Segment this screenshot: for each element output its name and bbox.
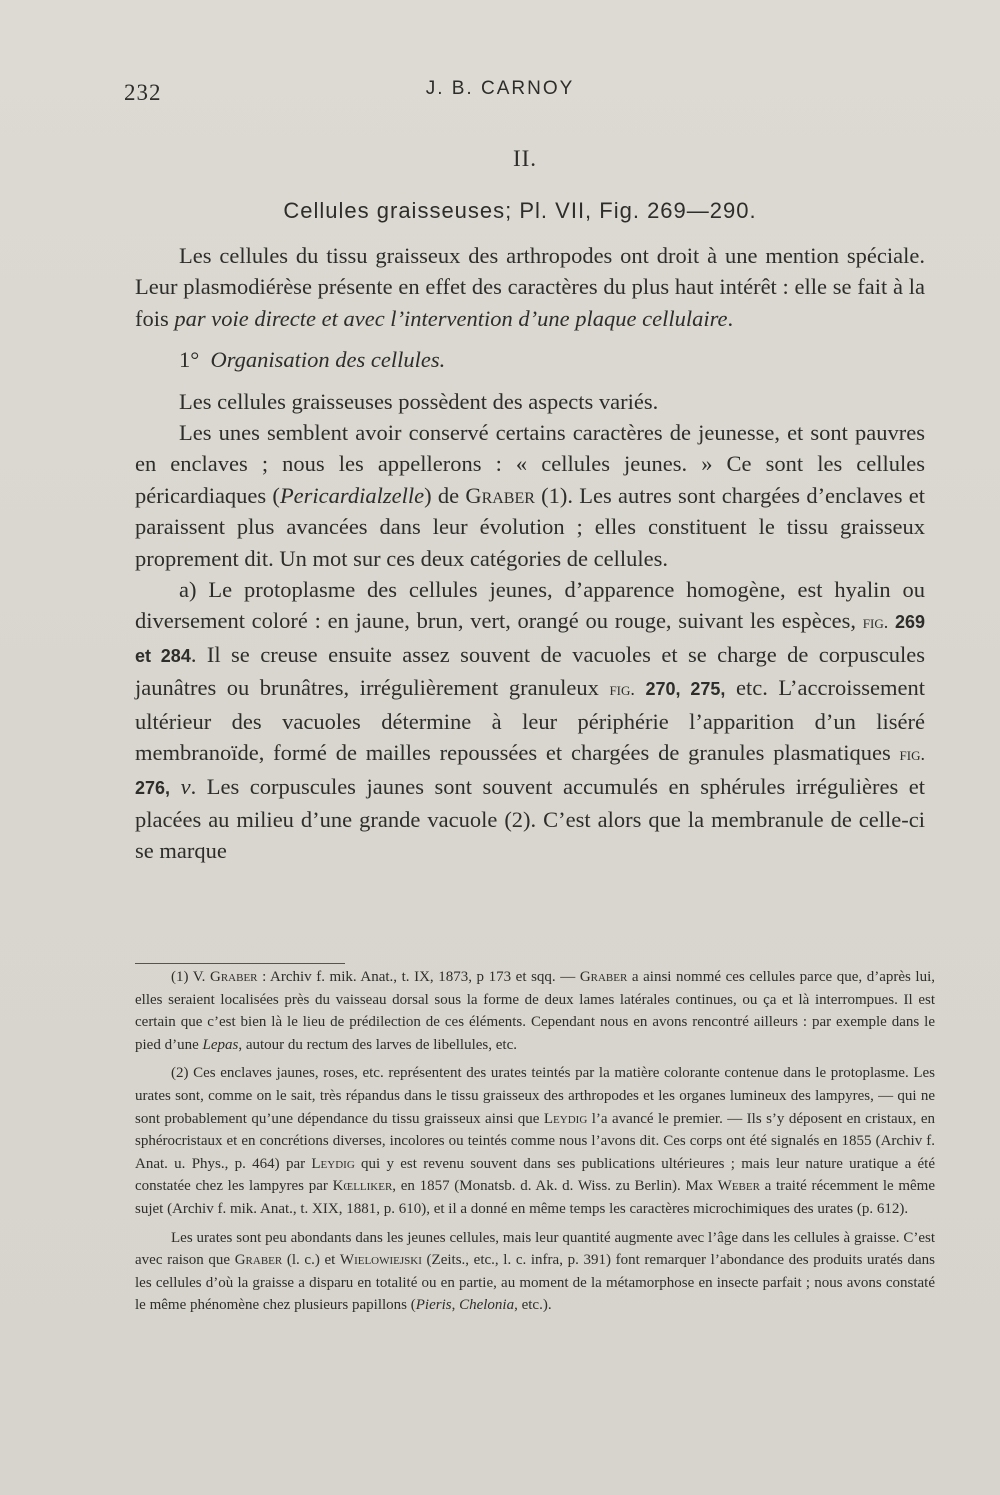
intro-paragraph: Les cellules du tissu graisseux des arthropodes ont droit à une mention spéciale. Leur plasmodiérèse présente en effet des caractères du plus haut intérêt : elle se fait à la fois par voie directe et avec l’intervention d’une plaque cellulaire. bbox=[135, 243, 925, 331]
paragraph-cell-types: Les unes semblent avoir conservé certains caractères de jeunesse, et sont pauvres en enclaves ; nous les appellerons : « cellules jeunes. » Ce sont les cellules péricardiaques (Pericardialzelle) de Graber (1). Les autres sont chargées d’enclaves et paraissent plus avancées dans leur évolution ; elles constituent le tissu graisseux proprement dit. Un mot sur ces deux catégories de cellules. bbox=[135, 420, 926, 571]
page-number: 232 bbox=[124, 80, 162, 105]
section-number: II. bbox=[512, 146, 538, 171]
page-header bbox=[0, 74, 1000, 106]
paragraph-aspects: Les cellules graisseuses possèdent des aspects variés. bbox=[179, 388, 659, 414]
figure-ref: 270, 275, bbox=[645, 679, 726, 700]
figure-ref-label: fig. bbox=[899, 744, 925, 765]
footnotes bbox=[135, 966, 935, 1323]
running-head: J. B. CARNOY bbox=[425, 78, 575, 99]
section-title: Cellules graisseuses; Pl. VII, Fig. 269—290. bbox=[283, 198, 757, 223]
figure-ref: 276, bbox=[135, 777, 171, 798]
author-name: Graber bbox=[465, 482, 535, 508]
figure-ref-label: fig. bbox=[862, 612, 889, 633]
italic-phrase: par voie directe et avec l’intervention d’une plaque cellulaire bbox=[174, 305, 728, 331]
subsection-heading: 1° Organisation des cellules. bbox=[179, 347, 446, 373]
footnote-rule bbox=[135, 963, 345, 964]
paragraph-protoplasm: a) Le protoplasme des cellules jeunes, d’apparence homogène, est hyalin ou diversement coloré : en jaune, brun, vert, orangé ou rouge, suivant les espèces, fig. 269 et 284. Il se creuse ensuite assez souvent de vacuoles et se charge de corpuscules jaunâtres ou brunâtres, irrégulièrement granuleux fig. 270, 275, etc. L’accroissement ultérieur des vacuoles détermine à leur périphérie l’apparition d’un liséré membranoïde, formé de mailles repoussées et chargées de granules plasmatiques fig. 276, v. Les corpuscules jaunes sont souvent accumulés en sphérules irrégulières et placées au milieu d’une grande vacuole (2). C’est alors que la membranule de celle-ci se marque bbox=[135, 577, 926, 864]
figure-ref-label: fig. bbox=[609, 679, 635, 700]
figure-ref: 269 et 284 bbox=[135, 612, 926, 666]
body-text bbox=[135, 240, 925, 867]
footnote-2-continued: Les urates sont peu abondants dans les jeunes cellules, mais leur quantité augmente avec l’âge dans les cellules à graisse. C’est avec raison que Graber (l. c.) et Wielowiejski (Zeits., etc., l. c. infra, p. 391) font remarquer l’abondance des produits uratés dans les cellules d’où la graisse a disparu en totalité ou en partie, au moment de la métamorphose en insecte parfait ; nous avons constaté le même phénomène chez plusieurs papillons (Pieris, Chelonia, etc.). bbox=[135, 1229, 935, 1314]
footnote-1: (1) V. Graber : Archiv f. mik. Anat., t. IX, 1873, p 173 et sqq. — Graber a ainsi nommé ces cellules parce que, d’après lui, elles seraient localisées près du vaisseau dorsal sous la forme de deux lames latérales continues, ou ça et là interrompues. Il est certain que c’est bien là le lieu de prédilection de ces éléments. Cependant nous en avons rencontré ailleurs : par exemple dans le pied d’une Lepas, autour du rectum des larves de libellules, etc. bbox=[135, 969, 935, 1053]
footnote-2: (2) Ces enclaves jaunes, roses, etc. représentent des urates teintés par la matière colorante contenue dans le protoplasme. Les urates sont, comme on le sait, très répandus dans le tissu graisseux des arthropodes et les organes lumineux des lampyres, — qui ne sont probablement qu’une dépendance du tissu graisseux ainsi que Leydig l’a avancé le premier. — Ils s’y déposent en cristaux, en sphérocristaux et en concrétions diverses, incolores ou teintés comme nous l’avons dit. Ces corps ont été signalés en 1855 (Archiv f. Anat. u. Phys., p. 464) par Leydig qui y est revenu souvent dans ses publications ultérieures ; mais leur nature uratique a été constatée chez les lampyres par Kœlliker, en 1857 (Monatsb. d. Ak. d. Wiss. zu Berlin). Max Weber a traité récemment le même sujet (Archiv f. mik. Anat., t. XIX, 1881, p. 610), et il a donné en même temps les caractères microchimiques des urates (p. 612). bbox=[135, 1065, 936, 1217]
